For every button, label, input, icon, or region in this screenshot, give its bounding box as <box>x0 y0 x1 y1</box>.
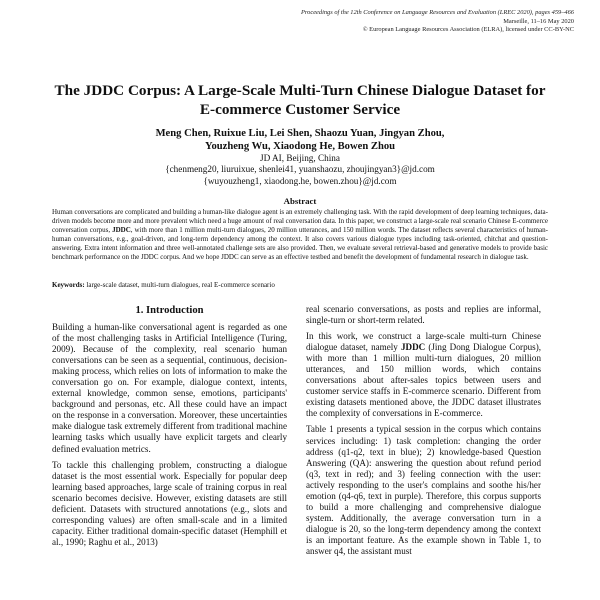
right-column <box>306 304 541 562</box>
author-list <box>30 127 570 153</box>
abstract-text-1: Human conversations are complicated and building a human-like dialogue agent is an extremely challenging task. With the rapid development of deep learning techniques, data-driven models become more and more prevalent which need a huge amount of real conversation data. In this paper, we construct a large-scale real scenario Chinese E-commerce conversation corpus, <box>52 208 548 235</box>
paper-title <box>30 81 570 119</box>
proceedings-header <box>301 9 574 35</box>
keywords-text: large-scale dataset, multi-turn dialogues, real E-commerce scenario <box>86 281 275 289</box>
section-heading-introduction: 1. Introduction <box>135 305 204 316</box>
affiliation-email-1: {chenmeng20, liuruixue, shenlei41, yuanshaozu, zhoujingyan3}@jd.com <box>165 164 435 175</box>
title-line-1: The JDDC Corpus: A Large-Scale Multi-Turn Chinese Dialogue Dataset for <box>54 82 546 99</box>
abstract-body <box>52 208 548 262</box>
title-line-2: E-commerce Customer Service <box>199 101 401 118</box>
abstract-heading: Abstract <box>283 196 317 206</box>
affiliation-email-2: {wuyouzheng1, xiaodong.he, bowen.zhou}@jd.com <box>203 175 397 186</box>
abstract-text-2: , with more than 1 million multi-turn dialogues, 20 million utterances, and 150 million words. The dataset reflects several characteristics of human-human conversations, e.g., goal-driven, and long-term dependency among the context. It also covers various dialogue types including task-oriented, chitchat and question-answering. Extra intent information and three well-annotated challenge sets are also provided. Then, we evaluate several retrieval-based and generative models to provide basic benchmark performance on the JDDC corpus. And we hope JDDC can serve as an effective testbed and benefit the development of fundamental research in dialogue task. <box>52 226 548 262</box>
affiliation-org: JD AI, Beijing, China <box>260 153 340 163</box>
authors-line-2: Youzheng Wu, Xiaodong He, Bowen Zhou <box>204 141 396 152</box>
affiliation <box>30 153 570 187</box>
right-paragraph-1 <box>306 331 541 419</box>
right-p1-text-c: (Jing Dong Dialogue Corpus), with more than 1 million multi-turn dialogues, 20 million utterances, and 150 million words, which contains conversations about after-sales topics between users and customer service staffs in E-commerce scenario. Different from existing datasets mentioned above, the JDDC dataset illustrates the complexity of conversations in E-commerce. <box>306 342 542 419</box>
keywords-label: Keywords: <box>52 281 85 289</box>
right-p1-jddc: JDDC <box>400 342 426 353</box>
left-paragraph-1: Building a human-like conversational agent is regarded as one of the most challenging tasks in Artificial Intelligence (Turing, 2009). Because of the complexity, real scenario human conversations can be seen as a sequential, continuous, decision-making process, which relies on lots of information to make the conversation go on. For example, dialogue context, intents, external knowledge, common sense, emotions, participants' background and personas, etc. All these could have an impact on the response in a conversation. Moreover, these uncertainties make dialogue task extremely different from traditional machine learning tasks which usually have explicit targets and clearly defined evaluation metrics. <box>52 322 287 454</box>
location-line: Marseille, 11–16 May 2020 <box>503 17 574 25</box>
right-paragraph-0: real scenario conversations, as posts and replies are informal, single-turn or short-term related. <box>306 304 541 326</box>
left-column <box>52 322 287 553</box>
authors-line-1: Meng Chen, Ruixue Liu, Lei Shen, Shaozu Yuan, Jingyan Zhou, <box>155 128 445 139</box>
keywords <box>52 281 548 290</box>
left-paragraph-2: To tackle this challenging problem, constructing a dialogue dataset is the most essential work. Especially for popular deep learning based approaches, large scale of training corpus in real scenario becomes decisive. However, existing datasets are still deficient. Datasets with structured annotations (e.g., slots and corresponding values) are often small-scale and in a limited capacity. Either traditional domain-specific dataset (Hemphill et al., 1990; Raghu et al., 2013) <box>52 459 287 547</box>
right-p1-text-a: In this work, we construct a large-scale multi-turn Chinese dialogue dataset, namely <box>306 331 541 353</box>
copyright-line: © European Language Resources Association (ELRA), licensed under CC-BY-NC <box>362 26 574 34</box>
right-paragraph-2: Table 1 presents a typical session in the corpus which contains services including: 1) task completion: changing the order address (q1-q2, text in blue); 2) knowledge-based Question Answering (QA): answering the question about refund period (q3, text in red); and 3) feeling connection with the user: actively responding to the user's complains and soothe his/her emotion (q4-q6, text in purple). Therefore, this corpus supports to build a more challenging and comprehensive dialogue system. Additionally, the average conversation turn in a dialogue is 20, so the long-term dependency among the context is an important feature. As the example shown in Table 1, to answer q4, the assistant must <box>306 424 541 556</box>
proceedings-line: Proceedings of the 12th Conference on Language Resources and Evaluation (LREC 2020), pages 459–466 <box>301 9 574 16</box>
abstract-jddc: JDDC <box>112 226 131 235</box>
